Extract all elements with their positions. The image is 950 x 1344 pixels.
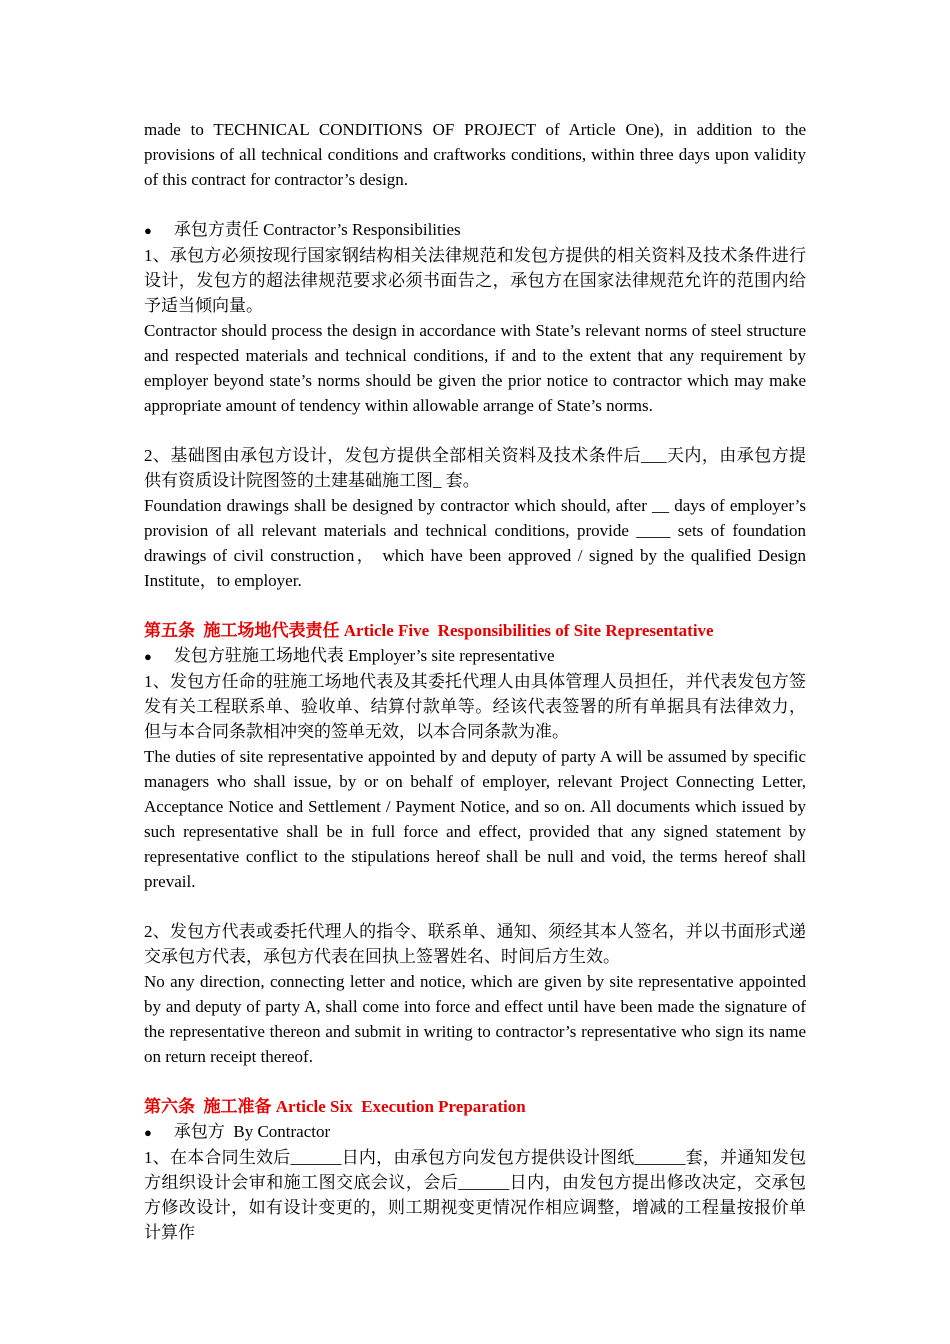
bullet-item-contractor-responsibilities (144, 217, 806, 243)
bullet-item-by-contractor (144, 1119, 806, 1145)
paragraph-site-representative-chinese: 1、发包方任命的驻施工场地代表及其委托代理人由具体管理人员担任，并代表发包方签发有关工程联系单、验收单、结算付款单等。经该代表签署的所有单据具有法律效力，但与本合同条款相冲突的签单无效，以本合同条款为准。 (144, 672, 806, 741)
paragraph-site-representative-english: The duties of site representative appointed by and deputy of party A will be assumed by specific managers who shall issue, by or on behalf of employer, relevant Project Connecting Letter, Acceptance Notice and Settlement / Payment Notice, and so on. All documents which issued by such representative shall be in full force and effect, provided that any signed statement by representative conflict to the stipulations hereof shall be null and void, the terms hereof shall prevail. (144, 747, 806, 891)
paragraph-design-norms-english: Contractor should process the design in accordance with State’s relevant norms of steel structure and respected materials and technical conditions, if and to the extent that any requirement by employer beyond state’s norms should be given the prior notice to contractor which may make appropriate amount of tendency within allowable arrange of State’s norms. (144, 321, 806, 415)
paragraph-intro-english: made to TECHNICAL CONDITIONS OF PROJECT of Article One), in addition to the provisions of all technical conditions and craftworks conditions, within three days upon validity of this contract for contractor’s design. (144, 120, 806, 189)
paragraph-design-norms-chinese: 1、承包方必须按现行国家钢结构相关法律规范和发包方提供的相关资料及技术条件进行设计，发包方的超法律规范要求必须书面告之，承包方在国家法律规范允许的范围内给予适当倾向量。 (144, 246, 806, 315)
bullet-icon: ● (144, 223, 152, 238)
paragraph-directions-chinese: 2、发包方代表或委托代理人的指令、联系单、通知、须经其本人签名，并以书面形式递交承包方代表，承包方代表在回执上签署姓名、时间后方生效。 (144, 922, 806, 966)
paragraph-execution-preparation-chinese: 1、在本合同生效后______日内，由承包方向发包方提供设计图纸______套，并通知发包方组织设计会审和施工图交底会议，会后______日内，由发包方提出修改决定，交承包方修改设计，如有设计变更的，则工期视变更情况作相应调整，增减的工程量按报价单计算作 (144, 1148, 806, 1242)
article-five-heading: 第五条 施工场地代表责任 Article Five Responsibilities of Site Representative (144, 621, 714, 640)
paragraph-foundation-drawings-english: Foundation drawings shall be designed by contractor which should, after __ days of employer’s provision of all relevant materials and technical conditions, provide ____ sets of foundation drawings of civil construction， which have been approved / signed by the qualified Design Institute，to employer. (144, 496, 806, 590)
bullet-icon: ● (144, 1125, 152, 1140)
bullet-item-label: 承包方责任 Contractor’s Responsibilities (173, 220, 461, 239)
article-six-heading: 第六条 施工准备 Article Six Execution Preparation (144, 1097, 526, 1116)
bullet-item-label: 发包方驻施工场地代表 Employer’s site representative (173, 646, 555, 665)
bullet-item-site-representative (144, 643, 806, 669)
paragraph-directions-english: No any direction, connecting letter and notice, which are given by site representative appointed by and deputy of party A, shall come into force and effect until have been made the signature of the representative thereon and submit in writing to contractor’s representative who sign its name on return receipt thereof. (144, 972, 806, 1066)
bullet-icon: ● (144, 649, 152, 664)
paragraph-foundation-drawings-chinese: 2、基础图由承包方设计，发包方提供全部相关资料及技术条件后___天内，由承包方提供有资质设计院图签的土建基础施工图_ 套。 (144, 446, 806, 490)
bullet-item-label: 承包方 By Contractor (173, 1122, 331, 1141)
